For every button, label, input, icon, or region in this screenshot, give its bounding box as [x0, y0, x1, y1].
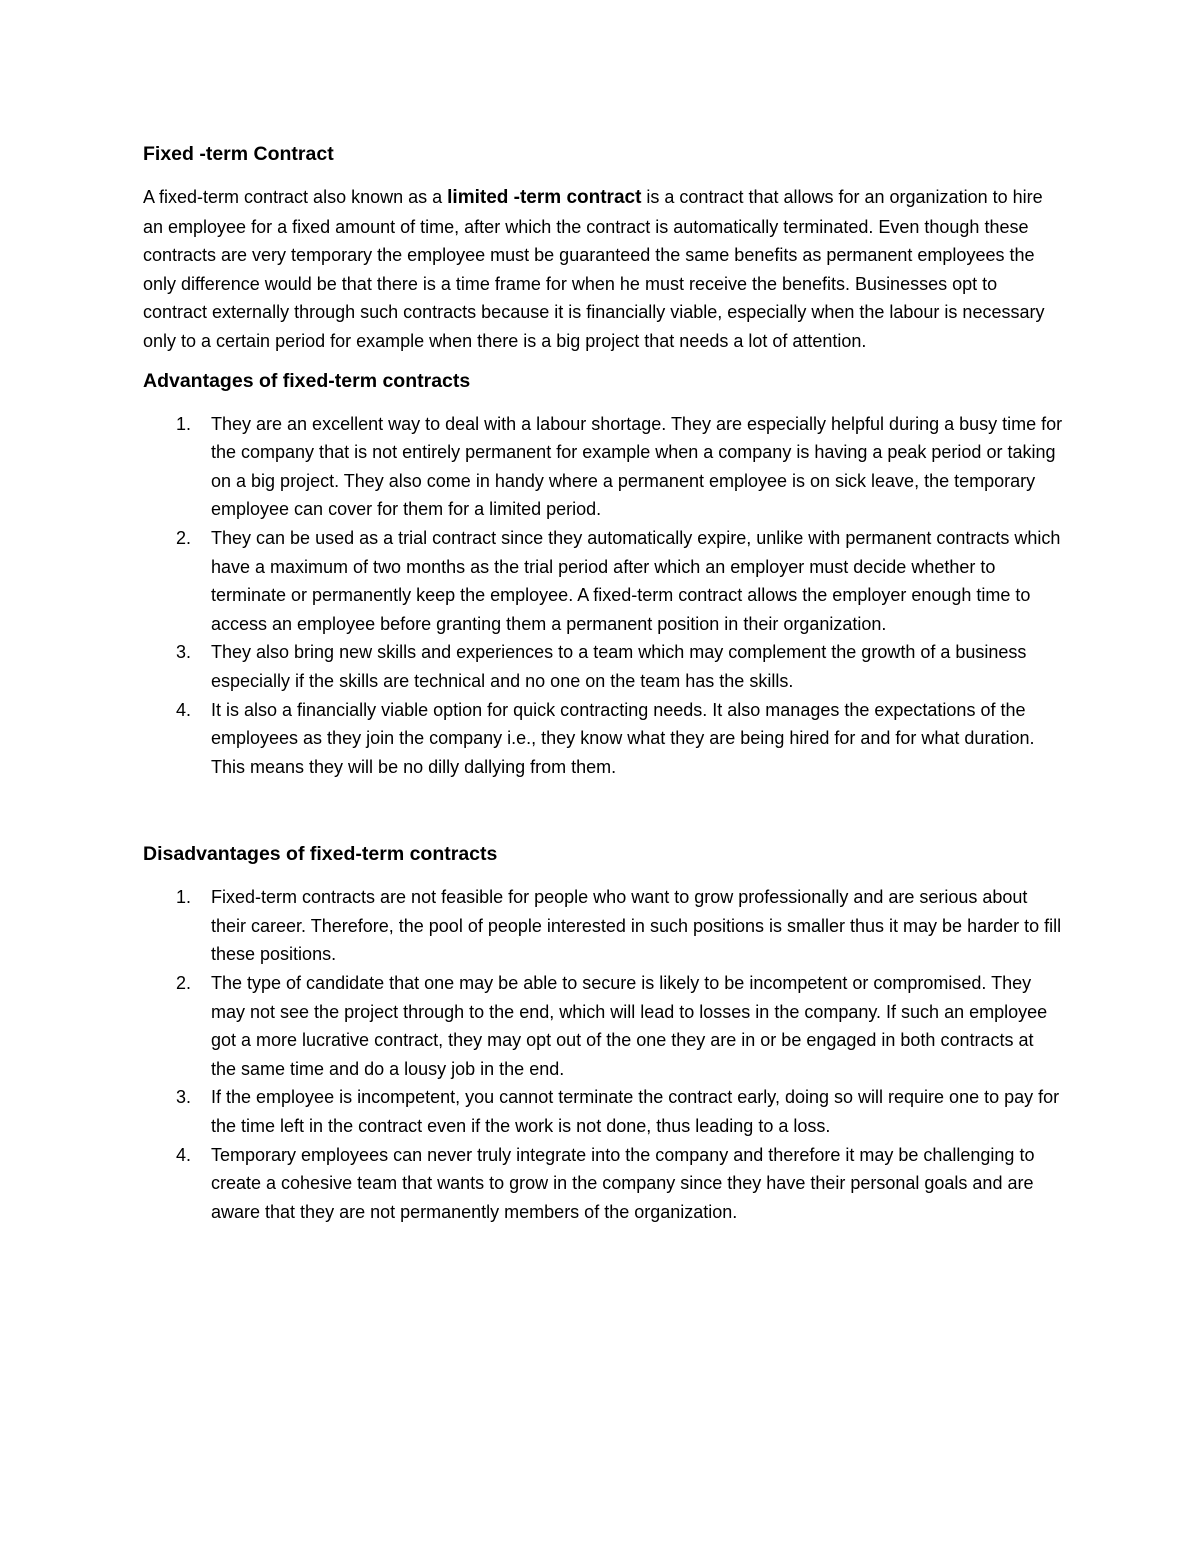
list-item-text: They are an excellent way to deal with a labour shortage. They are especially helpful during a busy time for the company that is not entirely permanent for example when a company is having a peak period or taking on a big project. They also come in handy where a permanent employee is on sick leave, the temporary employee can cover for them for a limited period. [211, 413, 1063, 520]
list-item [143, 696, 1063, 782]
list-item-text: If the employee is incompetent, you cannot terminate the contract early, doing so will require one to pay for the time left in the contract even if the work is not done, thus leading to a loss. [211, 1087, 1060, 1137]
intro-emphasis: limited -term contract [447, 187, 642, 208]
list-item-text: The type of candidate that one may be able to secure is likely to be incompetent or compromised. They may not see the project through to the end, which will lead to losses in the company. If such an employee got a more lucrative contract, they may opt out of the one they are in or be engaged in both contracts at the same time and do a lousy job in the end. [211, 973, 1048, 1079]
list-item-number: 4. [176, 699, 192, 720]
list-item [143, 1141, 1063, 1227]
list-item-number: 3. [176, 1087, 192, 1108]
disadvantages-list [143, 883, 1063, 1226]
document-page [143, 140, 1063, 1226]
list-item [143, 969, 1063, 1083]
intro-text-start: A fixed-term contract also known as a [143, 187, 448, 207]
intro-text-end: is a contract that allows for an organization to hire an employee for a fixed amount of time, after which the contract is automatically terminated. Even though these contracts are very temporary the employee must be guaranteed the same benefits as permanent employees the only difference would be that there is a time frame for when he must receive the benefits. Businesses opt to contract externally through such contracts because it is financially viable, especially when the labour is necessary only to a certain period for example when there is a big project that needs a lot of attention. [143, 187, 1045, 351]
intro-paragraph [143, 183, 1063, 356]
list-item [143, 638, 1063, 695]
list-item [143, 1083, 1063, 1140]
list-item-number: 2. [176, 527, 192, 548]
list-item-text: Fixed-term contracts are not feasible for people who want to grow professionally and are serious about their career. Therefore, the pool of people interested in such positions is smaller thus it may be harder to fill these positions. [211, 887, 1062, 965]
document-title: Fixed -term Contract [143, 143, 334, 165]
list-item-text: It is also a financially viable option for quick contracting needs. It also manages the expectations of the employees as they join the company i.e., they know what they are being hired for and for what duration. This means they will be no dilly dallying from them. [211, 699, 1035, 777]
list-item [143, 524, 1063, 638]
list-item-text: Temporary employees can never truly integrate into the company and therefore it may be challenging to create a cohesive team that wants to grow in the company since they have their personal goals and are aware that they are not permanently members of the organization. [211, 1144, 1035, 1222]
list-item-text: They also bring new skills and experiences to a team which may complement the growth of a business especially if the skills are technical and no one on the team has the skills. [211, 642, 1027, 691]
list-item-number: 2. [176, 973, 192, 994]
disadvantages-heading: Disadvantages of fixed-term contracts [143, 843, 498, 866]
list-item-text: They can be used as a trial contract since they automatically expire, unlike with permanent contracts which have a maximum of two months as the trial period after which an employer must decide whether to terminate or permanently keep the employee. A fixed-term contract allows the employer enough time to access an employee before granting them a permanent position in their organization. [211, 527, 1061, 634]
list-item-number: 4. [176, 1144, 192, 1165]
list-item [143, 410, 1063, 524]
list-item [143, 883, 1063, 969]
advantages-list [143, 410, 1063, 782]
list-item-number: 1. [176, 887, 192, 908]
advantages-heading: Advantages of fixed-term contracts [143, 369, 471, 392]
list-item-number: 3. [176, 642, 192, 663]
list-item-number: 1. [176, 413, 192, 434]
